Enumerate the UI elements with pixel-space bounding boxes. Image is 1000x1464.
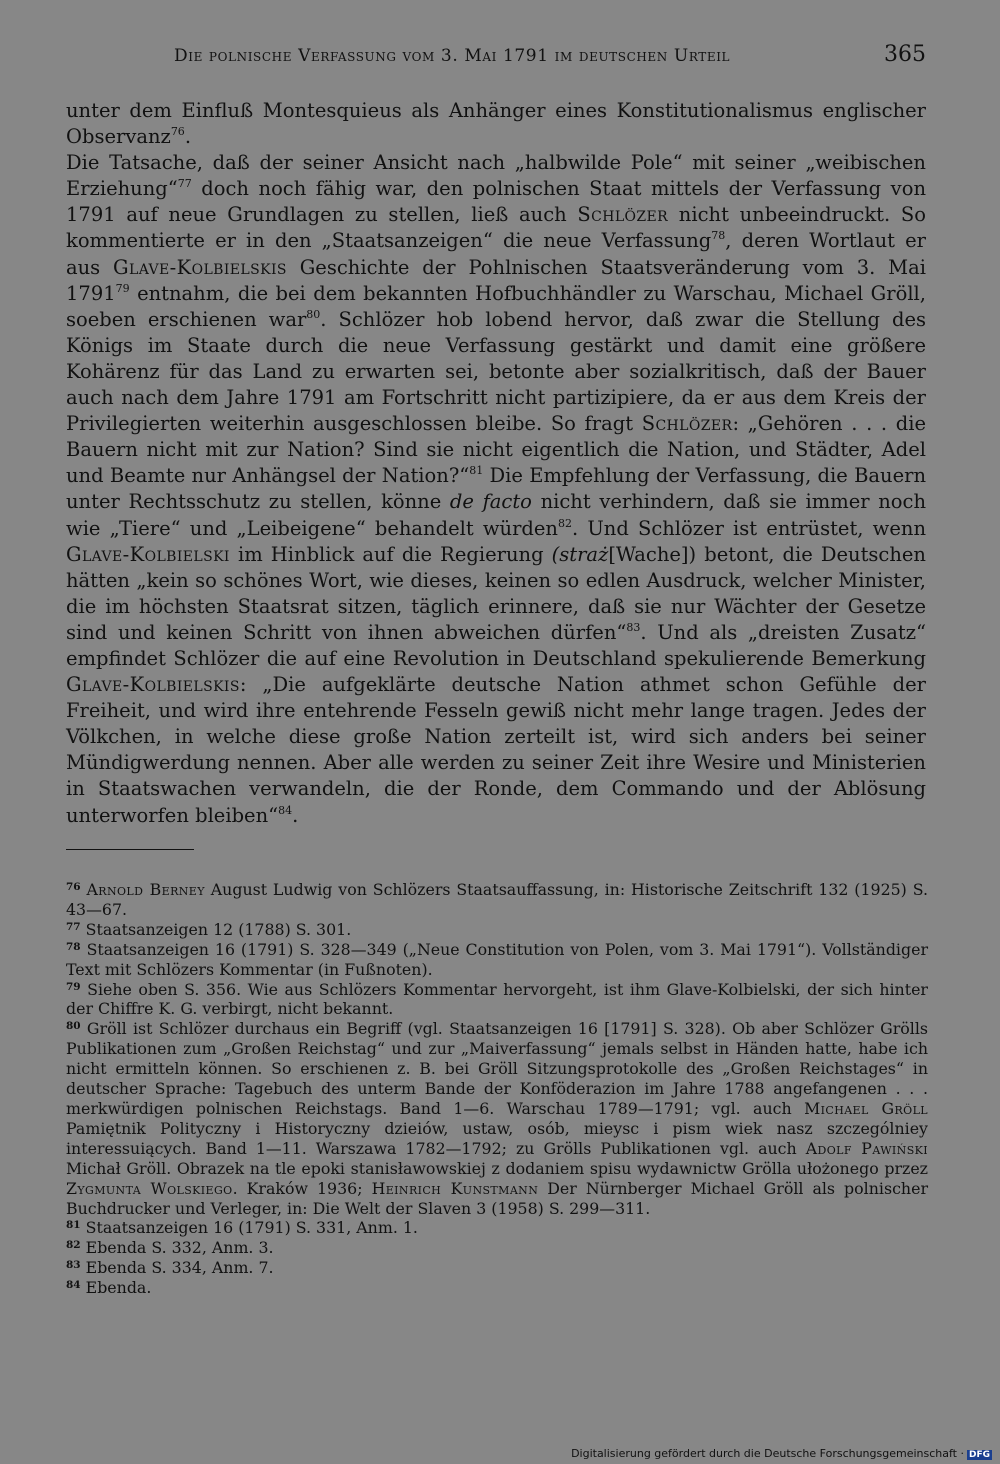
text-run: . Und Schlözer ist entrüstet, wenn — [572, 516, 926, 540]
text-run: , deren Wortlaut er aus — [66, 229, 926, 279]
footnote-83: $^{83}$ Ebenda S. 334, Anm. 7. — [66, 1258, 274, 1278]
running-title: Die polnische Verfassung vom 3. Mai 1791 im deutschen Urteil — [174, 46, 731, 66]
footnote-ref: 77 — [177, 177, 192, 191]
author-name: Glave-Kolbielskis — [66, 673, 240, 697]
quote: : „Die aufgeklärte deutsche Nation athmet schon Gefühle der Freiheit, und wird ihre entehrende Fesseln gewiß nicht mehr lange tragen. Jedes der Völkchen, in welche diese große Nation zerteilt ist, wird sich anders bei seiner Mündigwerdung nennen. Aber alle werden zu seiner Zeit ihre Wesire und Ministerien in Staatswachen verwandeln, die der Ronde, dem Commando und der Ablösung unterworfen bleiben“ — [66, 673, 926, 827]
author-name: Glave-Kolbielski — [66, 542, 230, 566]
footnote-76: $^{76}$ Arnold Berney August Ludwig von Schlözers Staatsauffassung, in: Historische Zeitschrift 132 (1925) S. 43—67. — [66, 880, 928, 919]
footnote-ref: 76 — [170, 125, 185, 139]
footnote-84: $^{84}$ Ebenda. — [66, 1278, 152, 1298]
text-run: doch noch fähig war, den polnischen Staat mittels der Verfassung von 1791 auf neue Grundlagen zu stellen, ließ auch — [66, 177, 926, 227]
text-run: nicht verhindern, daß sie immer noch wie „Tiere“ und „Leibeigene“ behandelt würden — [66, 490, 926, 540]
main-text — [66, 98, 926, 829]
text-run: Geschichte der Pohlnischen Staatsveränderung vom 3. Mai 1791 — [66, 255, 927, 305]
page-number: 365 — [884, 42, 926, 67]
text-run: nicht unbeeindruckt. So kommentierte er in den „Staatsanzeigen“ die neue Verfassung — [66, 203, 926, 253]
footnote-ref: 79 — [115, 281, 130, 295]
text-run: im Hinblick auf die Regierung — [229, 542, 552, 566]
italic-term: (straż — [551, 542, 609, 566]
text-run: Die Tatsache, daß der seiner Ansicht nach „halbwilde Pole“ mit seiner „weibischen Erziehung“ — [66, 151, 926, 201]
credit-text: Digitalisierung gefördert durch die Deutsche Forschungsgemeinschaft · — [571, 1447, 964, 1460]
footnote-80: $^{80}$ Gröll ist Schlözer durchaus ein Begriff (vgl. Staatsanzeigen 16 [1791] S. 328). Ob aber Schlözer Grölls Publikationen zum „Großen Reichstag“ und zur „Maiverfassung“ jemals selbst in Händen hatte, habe ich nicht ermitteln können. So erschienen z. B. bei Gröll Sitzungsprotokolle des „Großen Reichstages“ in deutscher Sprache: Tagebuch des unterm Bande der Konföderazion im Jahre 1788 angefangenen . . . merkwürdigen polnischen Reichstags. Band 1—6. Warschau 1789—1791; vgl. auch Michael Gröll Pamiętnik Polityczny i Historyczny dzieiów, ustaw, osób, mieysc i pism wiek nasz szczególniey interessuiących. Band 1—11. Warszawa 1782—1792; zu Grölls Publikationen vgl. auch Adolf Pawiński Michał Gröll. Obrazek na tle epoki stanisławowskiej z dodaniem spisu wydawnictw Grölla ułożonego przez Zygmunta Wolskiego. Kraków 1936; Heinrich Kunstmann Der Nürnberger Michael Gröll als polnischer Buchdrucker und Verleger, in: Die Welt der Slaven 3 (1958) S. 299—311. — [66, 1019, 928, 1218]
footnote-ref: 80 — [306, 307, 321, 321]
text-run: . — [292, 803, 299, 827]
footnote-separator — [66, 849, 194, 850]
footnote-ref: 84 — [278, 803, 293, 817]
paragraph — [66, 150, 926, 828]
text-run: . Schlözer hob lobend hervor, daß zwar die Stellung des Königs im Staate durch die neue Verfassung gestärkt und damit eine größere Kohärenz für das Land zu erwarten sei, betonte aber sozialkritisch, daß der Bauer auch nach dem Jahre 1791 am Fortschritt nicht partizipiere, da er aus dem Kreis der Privilegierten weiterhin ausgeschlossen bleibe. So fragt — [66, 307, 926, 436]
quote: [Wache]) betont, die Deutschen hätten „kein so schönes Wort, wie dieses, keinen so edlen Ausdruck, welcher Minister, die im höchsten Staatsrat sitzen, täglich erinnere, daß sie nur Wächter der Gesetze sind und keinen Schritt von ihnen abweichen dürfen“ — [66, 542, 926, 644]
footnote-82: $^{82}$ Ebenda S. 332, Anm. 3. — [66, 1238, 274, 1258]
italic-term: de facto — [449, 490, 532, 514]
author-name: Glave-Kolbielskis — [113, 255, 287, 279]
quote: : „Gehören . . . die Bauern nicht mit zur Nation? Sind sie nicht eigentlich die Nation, und Städter, Adel und Beamte nur Anhängsel der Nation?“ — [66, 412, 927, 488]
text-run: unter dem Einfluß Montesquieus als Anhänger eines Konstitutionalismus englischer Observanz — [66, 99, 926, 149]
author-name: Schlözer — [577, 203, 669, 227]
text-run: entnahm, die bei dem bekannten Hofbuchhändler zu Warschau, Michael Gröll, soeben erschienen war — [66, 281, 926, 331]
paragraph — [66, 98, 926, 150]
text-run: . Und als „dreisten Zusatz“ empfindet Schlözer die auf eine Revolution in Deutschland spekulierende Bemerkung — [66, 620, 926, 670]
footnote-ref: 81 — [469, 464, 484, 478]
dfg-logo-icon: DFG — [968, 1450, 990, 1460]
footnote-81: $^{81}$ Staatsanzeigen 16 (1791) S. 331, Anm. 1. — [66, 1218, 418, 1238]
footnote-77: $^{77}$ Staatsanzeigen 12 (1788) S. 301. — [66, 919, 352, 939]
footnote-78: $^{78}$ Staatsanzeigen 16 (1791) S. 328—349 („Neue Constitution von Polen, vom 3. Mai 1791“). Vollständiger Text mit Schlözers Kommentar (in Fußnoten). — [66, 939, 928, 979]
text-run: . — [184, 125, 192, 149]
footnotes — [66, 880, 928, 1298]
footnote-ref: 82 — [558, 516, 572, 530]
running-header — [66, 40, 926, 76]
text-run: Die Empfehlung der Verfassung, die Bauern unter Rechtsschutz zu stellen, könne — [66, 464, 927, 514]
footnote-79: $^{79}$ Siehe oben S. 356. Wie aus Schlözers Kommentar hervorgeht, ist ihm Glave-Kolbielski, der sich hinter der Chiffre K. G. verbirgt, nicht bekannt. — [66, 979, 928, 1019]
author-name: Schlözer — [641, 412, 733, 436]
footnote-ref: 78 — [711, 229, 726, 243]
footnote-ref: 83 — [626, 620, 641, 634]
digitization-credit — [571, 1447, 992, 1460]
